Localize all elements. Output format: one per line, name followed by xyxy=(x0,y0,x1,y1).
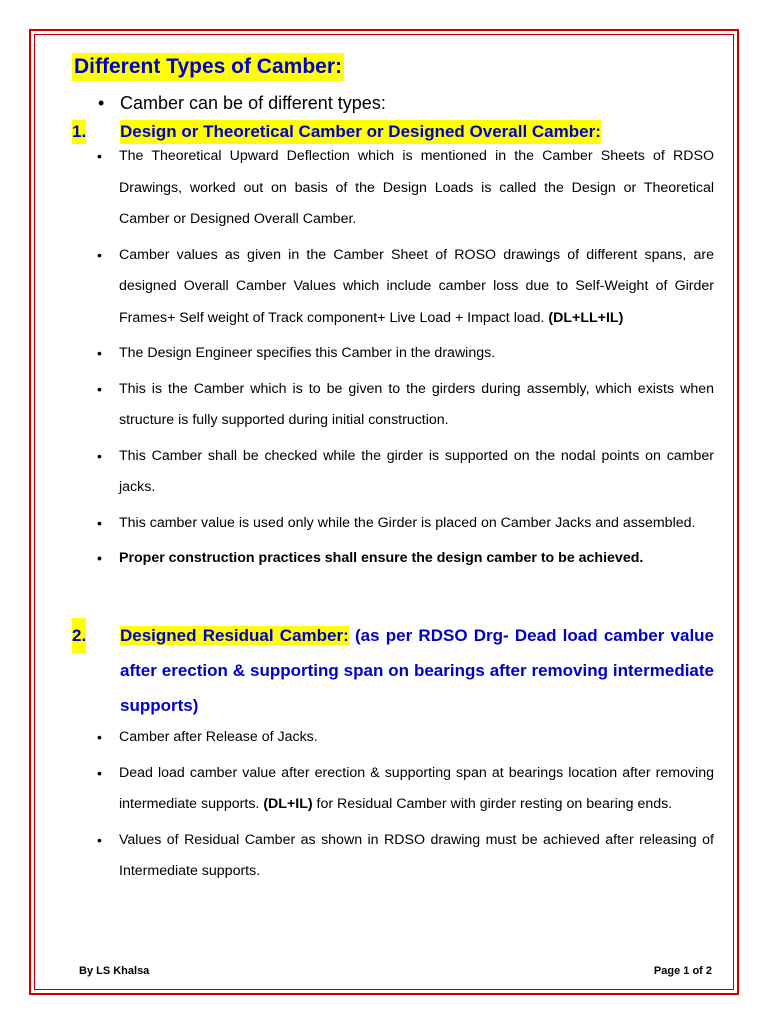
load-notation: (DL+LL+IL) xyxy=(548,309,624,326)
section-1-bullets xyxy=(96,141,714,575)
list-item: • This is the Camber which is to be given to the girders during assembly, which exists when structure is fully supported during initial construction. xyxy=(96,374,714,437)
list-item: • Camber after Release of Jacks. xyxy=(96,722,714,754)
footer-author: By LS Khalsa xyxy=(79,965,150,977)
list-item: • This Camber shall be checked while the girder is supported on the nodal points on camber jacks. xyxy=(96,441,714,504)
section-2-subtitle: (as per RDSO Drg- Dead load camber value after erection & supporting span on bearings after removing intermediate supports) xyxy=(120,626,715,715)
list-item: • The Theoretical Upward Deflection which is mentioned in the Camber Sheets of RDSO Drawings, worked out on basis of the Design Loads is called the Design or Theoretical Camber or Designed Overall Camber. xyxy=(96,141,714,236)
section-1-title: Design or Theoretical Camber or Designed Overall Camber: xyxy=(120,120,601,144)
list-item: • Proper construction practices shall ensure the design camber to be achieved. xyxy=(96,543,714,575)
list-item: • The Design Engineer specifies this Camber in the drawings. xyxy=(96,338,714,370)
section-2-heading-body xyxy=(120,618,714,723)
section-1-number: 1. xyxy=(72,120,86,144)
list-item: • Values of Residual Camber as shown in RDSO drawing must be achieved after releasing of Intermediate supports. xyxy=(96,825,714,888)
intro-text: Camber can be of different types: xyxy=(120,93,386,113)
load-notation: (DL+IL) xyxy=(263,796,313,812)
bullet-icon: • xyxy=(98,93,105,113)
list-item: • Camber values as given in the Camber Sheet of ROSO drawings of different spans, are designed Overall Camber Values which include camber loss due to Self-Weight of Girder Frames+ Self weight of Track component+ Live Load + Impact load. (DL+LL+IL) xyxy=(96,240,714,335)
footer-page-number: Page 1 of 2 xyxy=(653,965,712,977)
section-2-bullets xyxy=(96,722,714,888)
section-2-number: 2. xyxy=(72,618,86,653)
section-2-title: Designed Residual Camber: xyxy=(120,626,349,645)
page-title: Different Types of Camber: xyxy=(72,53,344,81)
list-item: • This camber value is used only while the Girder is placed on Camber Jacks and assembled. xyxy=(96,508,714,540)
list-item: • Dead load camber value after erection & supporting span at bearings location after removing intermediate supports. (DL+IL) for Residual Camber with girder resting on bearing ends. xyxy=(96,758,714,821)
